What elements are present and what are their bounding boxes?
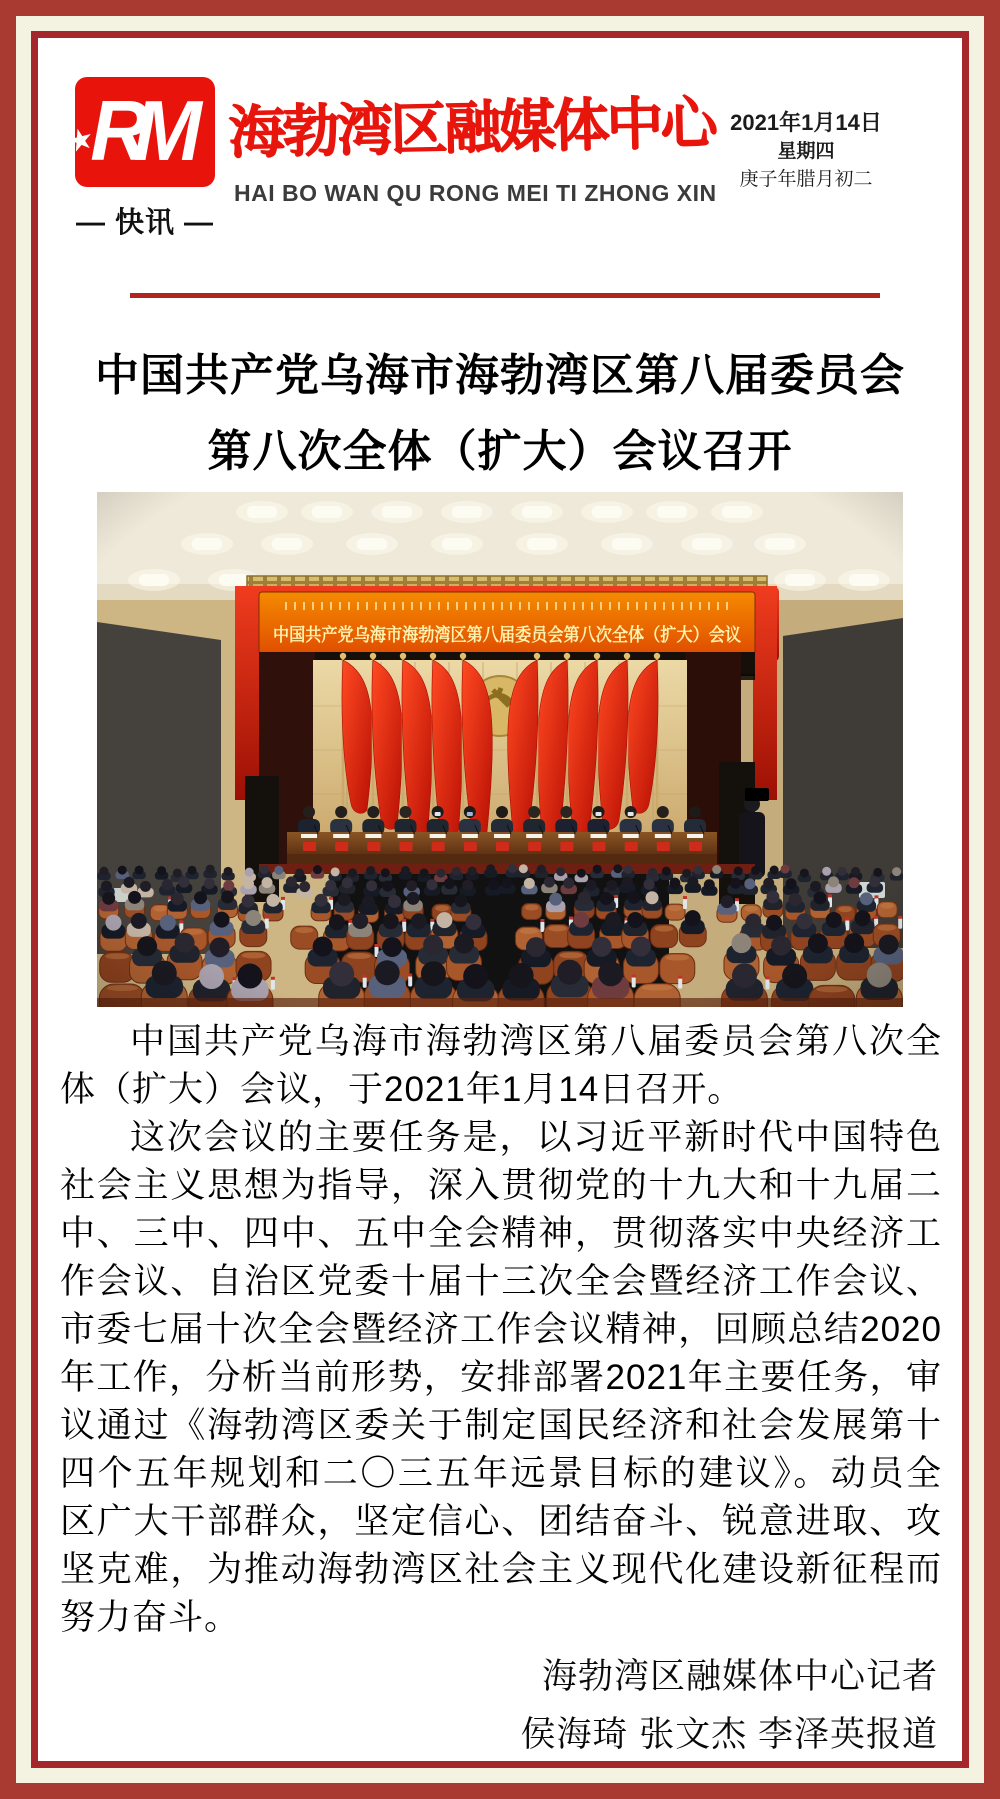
article-headline	[50, 338, 950, 490]
rm-logo	[63, 77, 215, 187]
weekday: 星期四	[777, 141, 835, 162]
brand-pinyin: HAI BO WAN QU RONG MEI TI ZHONG XIN	[234, 180, 717, 206]
brand-title: 海勃湾区融媒体中心	[227, 90, 715, 166]
article-paragraph: 中国共产党乌海市海勃湾区第八届委员会第八次全体（扩大）会议，于2021年1月14日召开。	[60, 1022, 942, 1109]
conference-photo	[97, 492, 903, 1007]
article-paragraph: 这次会议的主要任务是，以习近平新时代中国特色社会主义思想为指导，深入贯彻党的十九大和十九届二中、三中、四中、五中全会精神，贯彻落实中央经济工作会议、自治区党委十届十三次全会暨经济工作会议、市委七届十次全会暨经济工作会议精神，回顾总结2020年工作，分析当前形势，安排部署2021年主要任务，审议通过《海勃湾区委关于制定国民经济和社会发展第十四个五年规划和二〇三五年远景目标的建议》。动员全区广大干部群众，坚定信心、团结奋斗、锐意进取、攻坚克难，为推动海勃湾区社会主义现代化建设新征程而努力奋斗。	[60, 1118, 942, 1637]
article-body	[60, 1018, 942, 1642]
date: 2021年1月14日	[730, 110, 882, 135]
date-block	[700, 108, 912, 194]
headline-line1: 中国共产党乌海市海勃湾区第八届委员会	[95, 351, 905, 400]
star-icon: ★	[63, 121, 98, 160]
logo-tagline: — 快讯 —	[75, 207, 215, 239]
byline-reporter-org: 海勃湾区融媒体中心记者	[541, 1657, 938, 1696]
headline-line2: 第八次全体（扩大）会议召开	[207, 427, 793, 476]
masthead-divider	[130, 293, 880, 298]
byline-reporter-names: 侯海琦 张文杰 李泽英报道	[520, 1715, 938, 1754]
lunar-date: 庚子年腊月初二	[739, 169, 873, 190]
rm-logo-letters: RM	[90, 84, 186, 179]
byline	[238, 1648, 938, 1764]
